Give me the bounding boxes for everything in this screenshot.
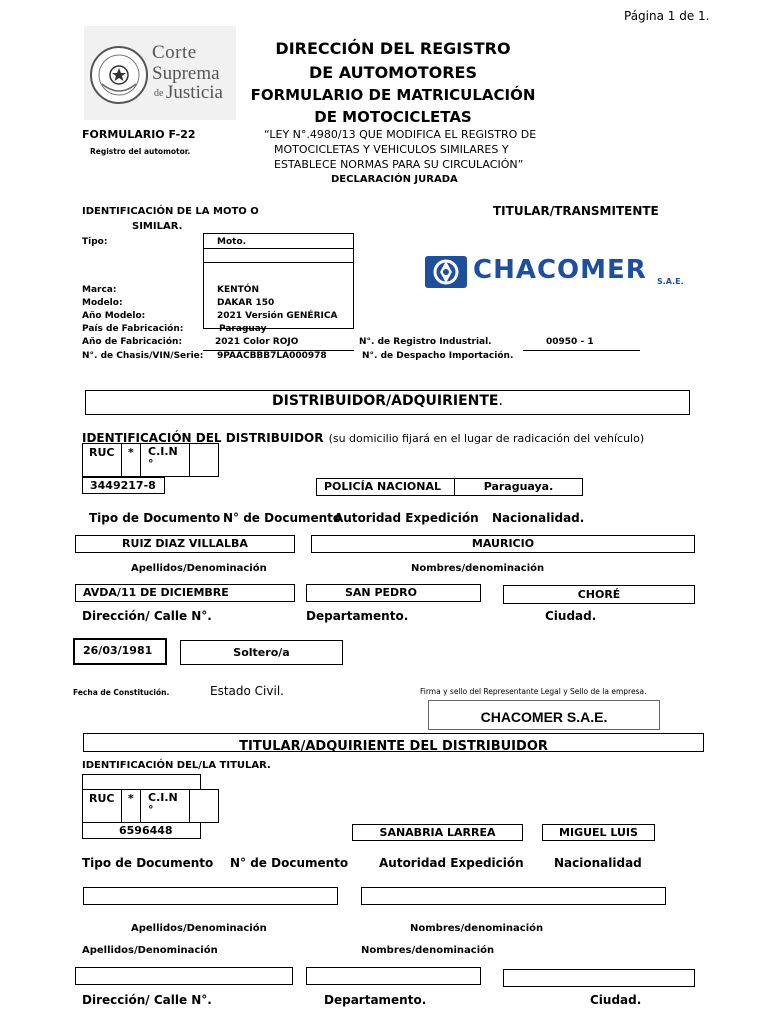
despacho-label: N°. de Despacho Importación. [362,351,514,361]
titular-section-header [83,733,704,752]
titular-doc-field-1[interactable] [83,887,338,905]
titular-lbl-num-doc: N° de Documento [230,856,349,870]
titular-section-title: TITULAR/ADQUIRIENTE DEL DISTRIBUIDOR [239,739,548,754]
anio-fab-label: Año de Fabricación: [82,337,183,347]
form-code: FORMULARIO F-22 [82,128,196,141]
lbl-nombres: Nombres/denominación [411,563,545,574]
titular-city-field[interactable] [503,969,695,987]
distributor-date[interactable]: 26/03/1981 [73,638,167,665]
doc-type-cin: C.I.N [148,445,178,458]
chacomer-suffix: S.A.E. [657,277,684,286]
titular-lbl-autoridad: Autoridad Expedición [379,856,524,870]
titular-doc-type-ruc-cell[interactable] [82,789,122,823]
titular-lbl-nombres-a: Nombres/denominación [410,923,544,934]
titular-doc-type-cin: C.I.N [148,791,178,804]
lbl-fecha-dot: . [166,688,170,697]
company-signature-box [428,700,660,730]
titular-department-field[interactable] [306,967,481,985]
distributor-city[interactable]: CHORÉ [503,585,695,604]
distributor-surname[interactable]: RUIZ DIAZ VILLALBA [75,535,295,553]
logo-line2: Suprema [152,63,220,84]
tipo-box-extra[interactable] [203,249,354,263]
doc-type-ruc: RUC [89,446,115,459]
law-line3: ESTABLECE NORMAS PARA SU CIRCULACIÓN” [274,158,524,171]
lbl-tipo-doc: Tipo de Documento [89,511,221,525]
titular-surname[interactable]: SANABRIA LARREA [352,824,523,841]
doc-type-empty-cell[interactable] [189,443,219,477]
lbl-firma-dot: . [644,687,647,696]
distributor-authority[interactable]: POLICÍA NACIONAL [316,478,455,496]
modelo-label: Modelo: [82,298,123,308]
modelo-value: DAKAR 150 [217,298,275,308]
distributor-section-dot: . [498,393,503,409]
doc-type-cin-deg: ° [148,457,154,470]
titular-doc-field-2[interactable] [361,887,666,905]
lbl-apellidos: Apellidos/Denominación [131,563,267,574]
marca-value: KENTÓN [217,285,259,295]
lbl-ciudad: Ciudad. [545,609,597,623]
lbl-num-doc: N° de Documento [223,511,342,525]
seal-icon [88,44,150,106]
titular-lbl-nombres-b: Nombres/denominación [361,945,495,956]
tipo-label: Tipo: [82,237,108,247]
distributor-given-name[interactable]: MAURICIO [311,535,695,553]
titular-lbl-nacionalidad: Nacionalidad [554,856,642,870]
distributor-id-note: (su domicilio fijará en el lugar de radicación del vehículo) [328,432,645,445]
titular-lbl-tipo-doc: Tipo de Documento [82,856,214,870]
title-line2: DE AUTOMOTORES [309,63,477,82]
reg-ind-value: 00950 - 1 [546,337,594,347]
title-line1: DIRECCIÓN DEL REGISTRO [275,39,511,58]
page-number: Página 1 de 1. [624,9,710,23]
lbl-firma: Firma y sello del Representante Legal y Sello de la empresa [420,687,645,696]
titular-doc-type-cin-cell[interactable] [140,789,190,823]
vehicle-section-label2: SIMILAR. [132,221,183,232]
lbl-departamento: Departamento. [306,609,409,623]
titular-doc-type-empty-cell[interactable] [189,789,219,823]
reg-ind-underline [523,350,640,351]
titular-doc-grid-top [82,774,201,790]
lbl-direccion: Dirección/ Calle N°. [82,609,212,623]
pais-value: Paraguay [219,324,267,334]
distributor-nationality[interactable]: Paraguaya. [454,478,583,496]
form-sub: Registro del automotor. [90,147,191,156]
distributor-section-title: DISTRIBUIDOR/ADQUIRIENTE [272,393,499,409]
distributor-id-label: IDENTIFICACIÓN DEL DISTRIBUIDOR [82,431,324,445]
chasis-value: 9PAACBBB7LA000978 [217,351,327,361]
pais-label: País de Fabricación: [82,324,184,334]
declaration: DECLARACIÓN JURADA [331,174,458,185]
doc-type-ruc-cell[interactable] [82,443,122,477]
titular-doc-number[interactable]: 6596448 [82,822,201,839]
court-logo [84,26,236,120]
titular-id-label: IDENTIFICACIÓN DEL/LA TITULAR. [82,760,271,771]
lbl-fecha: Fecha de Constitución [73,688,167,697]
lbl-autoridad: Autoridad Expedición [334,511,479,525]
doc-type-star-cell[interactable] [121,443,141,477]
logo-line1: Corte [152,42,197,63]
titular-lbl-ciudad: Ciudad. [590,993,642,1007]
lbl-nacionalidad: Nacionalidad. [492,511,585,525]
titular-lbl-direccion: Dirección/ Calle N°. [82,993,212,1007]
law-line2: MOTOCICLETAS Y VEHICULOS SIMILARES Y [274,143,509,156]
company-name: CHACOMER S.A.E. [480,709,608,725]
marca-label: Marca: [82,285,117,295]
anio-modelo-label: Año Modelo: [82,311,146,321]
chasis-label: N°. de Chasis/VIN/Serie: [82,351,204,361]
chacomer-logo [425,255,695,289]
titular-given-name[interactable]: MIGUEL LUIS [542,824,655,841]
law-line1: “LEY N°.4980/13 QUE MODIFICA EL REGISTRO DE [264,128,537,141]
chacomer-wordmark: CHACOMER [473,255,647,285]
doc-type-cin-cell[interactable] [140,443,190,477]
anio-fab-value: 2021 Color ROJO [215,337,299,347]
titular-address-field[interactable] [75,967,293,985]
logo-line3-small: de [154,88,164,99]
anio-modelo-value: 2021 Versión GENÉRICA [217,311,338,321]
lbl-estado-civil: Estado Civil. [210,684,284,698]
vehicle-section-label: IDENTIFICACIÓN DE LA MOTO O [82,206,259,217]
lbl-fecha-row [73,688,169,697]
subtitle-line2: DE MOTOCICLETAS [314,108,472,126]
doc-type-star: * [128,446,134,459]
titular-doc-type-ruc: RUC [89,792,115,805]
reg-ind-label: N°. de Registro Industrial. [359,337,492,347]
distributor-address[interactable]: AVDA/11 DE DICIEMBRE [75,584,295,602]
distributor-civil-status[interactable]: Soltero/a [180,640,343,665]
titular-lbl-departamento: Departamento. [324,993,427,1007]
titular-doc-type-star: * [128,792,134,805]
distributor-section-header [85,390,690,415]
titular-doc-type-cin-deg: ° [148,803,154,816]
tipo-value: Moto. [217,237,247,247]
distributor-department[interactable]: SAN PEDRO [306,584,481,602]
chacomer-emblem-icon [425,256,467,288]
subtitle-line1: FORMULARIO DE MATRICULACIÓN [250,86,536,104]
distributor-doc-number[interactable]: 3449217-8 [82,477,165,494]
titular-lbl-apellidos-a: Apellidos/Denominación [131,923,267,934]
titular-lbl-apellidos-b: Apellidos/Denominación [82,945,218,956]
logo-line3: Justicia [166,82,223,103]
lbl-firma-row [420,687,646,696]
titular-transmitente-label: TITULAR/TRANSMITENTE [493,204,659,218]
titular-doc-type-star-cell[interactable] [121,789,141,823]
